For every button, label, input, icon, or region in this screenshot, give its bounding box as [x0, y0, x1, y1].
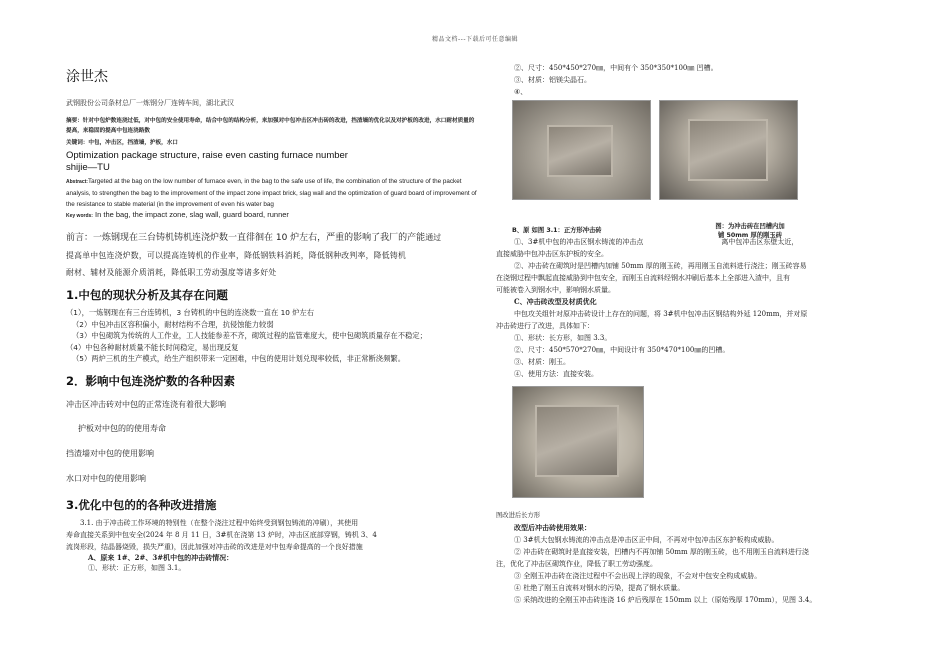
keywords-en-text: In the bag, the impact zone, slag wall, guard board, runner: [92, 210, 289, 219]
effect-2-cont: 注，优化了冲击区砌筑作业，降低了职工劳动强度。: [496, 560, 657, 568]
keywords-cn: 关键词：中包，冲击区，挡渣墙，护板，水口: [66, 140, 178, 146]
intro-line-3: 耐材、辅材及能源介质消耗，降低职工劳动强度等诸多好处: [66, 268, 277, 277]
s3-para-3: 流岗形段，结晶器烧毁，损失严重)，因此加强对冲击砖的改进是对中包寿命提高的一个良好措施: [66, 542, 363, 551]
r-c-heading: C、冲击砖改型及材质优化: [514, 297, 597, 306]
s2-item-1: 冲击区冲击砖对中包的正常连浇有着很大影响: [66, 399, 226, 409]
abstract-en-label: Abstract:: [66, 179, 88, 185]
rect-brick-groove: [535, 405, 619, 477]
r-b1: [496, 236, 912, 248]
r-b1-a: ①、3#机中包的冲击区钢水铸流的冲击点: [514, 238, 644, 246]
r-b2-c: 可能被卷入到钢水中，影响钢水质量。: [496, 286, 615, 294]
r-c3: ②、尺寸：450*570*270㎜，中间设计有 350*470*100㎜的凹槽。: [514, 346, 730, 354]
intro-text-1: 前言：一炼钢现在三台铸机铸机连浇炉数一直徘徊在 10 炉左右，严重的影响了我厂的产能: [66, 233, 426, 243]
s1-item-3: （3）中包砌筑为传统的人工作业，工人技能参差不齐，砌筑过程的监管难度大，使中包砌筑质量存在不稳定；: [72, 331, 427, 340]
s1-item-4: （4）中包各种耐材质量不能长时间稳定，易出现反复: [66, 342, 239, 352]
caption-figure-line-1: 图：为冲击砖在凹槽内加: [715, 223, 785, 230]
abstract-en-text: Targeted at the bag on the low number of furnace even, in the bag to the safe use of life, the combination of the structure of the packet analysis, to strengthen the bag to the improvement of the impact zone impact brick, slag wall and the optimization of guard board of improvement of the resistance to stable material (in the improvement of even his water bag: [66, 178, 477, 208]
title-en-author: shijie—TU: [66, 162, 110, 173]
s1-item-2: （2）中包冲击区容积偏小，耐材结构不合理，抗侵蚀能力较弱: [72, 319, 274, 329]
abstract-en: [66, 176, 478, 210]
keywords-en-label: Key words:: [66, 213, 93, 219]
intro-line-2: 提高单中包连浇炉数，可以提高连铸机的作业率，降低钢铁料消耗，降低钢种改判率，降低铸机: [66, 251, 407, 260]
figure-square-brick-1: [512, 100, 651, 200]
section-2-title: 2．影响中包连浇炉数的各种因素: [66, 373, 235, 388]
figure-rectangular-brick: [512, 386, 644, 498]
r-c1-a: 中包攻关组针对原冲击砖设计上存在的问题，将 3#机中包冲击区钢结构外延 120mm，并对原: [514, 310, 808, 318]
intro-text-1-tail: 通过: [425, 233, 442, 242]
right-column: [496, 62, 912, 98]
keywords-en: [66, 210, 478, 219]
s3-a-item-1: ①、形状：正方形，如图 3.1。: [88, 563, 186, 572]
effect-2: ② 冲击砖在砌筑时是直接安装，凹槽内不再加铺 50mm 厚的刚玉砖，也不用刚玉自流料进行浇: [514, 548, 809, 556]
effect-4: ④ 杜绝了刚玉自流料对钢水的污染，提高了钢水质量。: [514, 584, 685, 592]
caption-b: B、原 如图 3.1：正方形冲击砖: [512, 227, 602, 234]
title-en-line-1: Optimization package structure, raise even casting furnace number: [66, 150, 348, 161]
r-b2-b: 在浇钢过程中飘起直接威胁到中包安全，而刚玉自流料经钢水冲刷后基本上全部进入渣中，且有: [496, 274, 790, 282]
s2-item-2: 护板对中包的的使用寿命: [78, 423, 166, 433]
effect-heading: 改型后冲击砖使用效果：: [514, 523, 591, 532]
r-c5: ④、使用方法：直接安装。: [514, 370, 598, 378]
r-size: ②、尺寸：450*450*270㎜，中间有个 350*350*100㎜ 凹槽。: [514, 64, 718, 72]
intro-line-1: [66, 229, 478, 247]
right-column-effects: [496, 522, 912, 606]
section-1-title: 1.中包的现状分析及其存在问题: [66, 288, 228, 302]
r-b1-b: 离中包冲击区东壁太近，: [721, 238, 799, 246]
affiliation: 武钢股份公司条材总厂一炼钢分厂连铸车间，湖北武汉: [66, 99, 234, 107]
r-c2: ①、形状：长方形，如图 3.3。: [514, 334, 612, 342]
right-column-b: [496, 236, 912, 380]
brick-groove: [547, 125, 613, 177]
title-en: [66, 150, 478, 174]
effect-5: ⑤ 采纳改进的全刚玉冲击砖连浇 16 炉后残厚在 150mm 以上（原始残厚 170mm），见图 3.4。: [514, 596, 817, 604]
r-c4: ③、材质：刚玉。: [514, 358, 570, 366]
brick-groove-with-corundum: [688, 119, 768, 181]
s3-a-heading: A、原来 1#、2#、3#机中包的冲击砖情况：: [88, 552, 234, 562]
page-header: 精品文档---下载后可任意编辑: [432, 36, 518, 43]
s1-item-1: （1），一炼钢现在有三台连铸机，3 台铸机的中包的连浇数一直在 10 炉左右: [66, 308, 315, 317]
effect-1: ① 3#机大包钢水铸流的冲击点是冲击区正中间，不再对中包冲击区东护板构成威胁。: [514, 536, 779, 544]
r-c1-b: 冲击砖进行了改进，具体如下：: [496, 322, 594, 330]
r-item-4: ④、: [514, 88, 528, 96]
r-b2-a: ②、冲击砖在砌筑时是凹槽内加铺 50mm 厚的刚玉砖，再用刚玉自流料进行浇注；刚玉砖容易: [514, 262, 807, 270]
author-name: 涂世杰: [66, 69, 108, 85]
abstract-cn: 摘要：针对中包炉数连浇过低，对中包的安全使用寿命，结合中包的结构分析，来加强对中包冲击区冲击砖的改进，挡渣墙的优化以及对护板的改进，水口耐材质量的提高，来稳固的提高中包连浇路数: [66, 118, 475, 134]
s3-para-2: 寿命直接关系到中包安全(2024 年 8 月 11 日，3#机在浇第 13 炉时，冲击区底部穿钢，铸机 3、4: [66, 530, 377, 539]
effect-3: ③ 全刚玉冲击砖在浇注过程中不会出现上浮的现象，不会对中包安全构成威胁。: [514, 572, 762, 580]
r-b1-c: 直接威胁中包冲击区东护板的安全。: [496, 250, 608, 258]
s2-item-4: 水口对中包的使用影响: [66, 473, 146, 483]
s3-para-1: 3.1. 由于冲击砖工作环境的特别性（在整个浇注过程中始终受到钢包铸流的冲刷），其使用: [80, 518, 359, 527]
r-material: ③、材质：铝镁尖晶石。: [514, 76, 591, 84]
figure-square-brick-2: [659, 100, 798, 200]
caption-after: 图改进后长方形: [496, 512, 541, 519]
left-column: [66, 66, 478, 573]
caption-figure-line-2: 铺 50mm 厚的刚玉砖: [717, 232, 783, 239]
section-3-title: 3.优化中包的的各种改进措施: [66, 497, 217, 512]
s1-item-5: （5）两炉三机的生产模式，给生产组织带来一定困难，中包的使用计划兑现率较低，非正常断浇频繁。: [72, 354, 405, 363]
s2-item-3: 挡渣墙对中包的使用影响: [66, 448, 154, 458]
